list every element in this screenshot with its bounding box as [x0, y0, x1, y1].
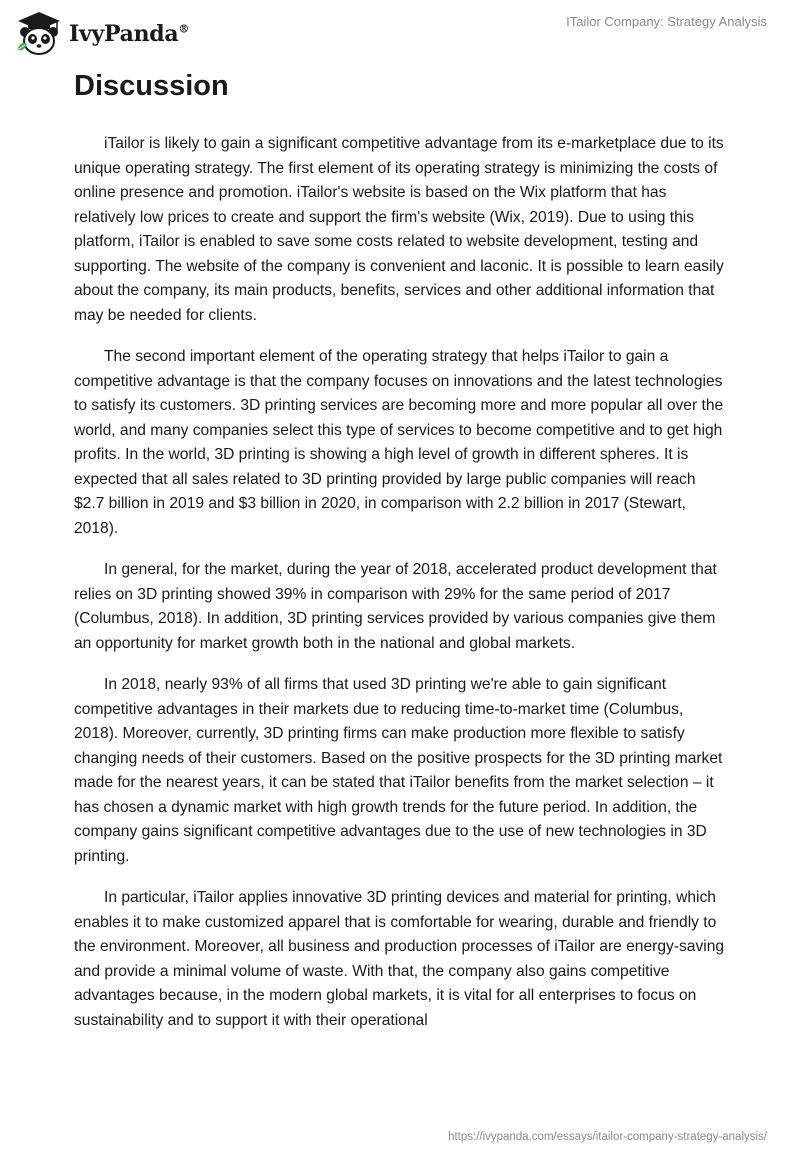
section-heading: Discussion: [74, 70, 229, 102]
brand-name: IvyPanda®: [69, 21, 190, 47]
source-url[interactable]: https://ivypanda.com/essays/itailor-company-strategy-analysis/: [448, 1131, 767, 1143]
paragraph: The second important element of the operating strategy that helps iTailor to gain a competitive advantage is that the company focuses on innovations and the latest technologies to satisfy its customers. 3D printing services are becoming more and more popular all over the world, and many companies select this type of services to become competitive and to get high profits. In the world, 3D printing is showing a high level of growth in different spheres. It is expected that all sales related to 3D printing provided by large public companies will reach $2.7 billion in 2019 and $3 billion in 2020, in comparison with 2.2 billion in 2017 (Stewart, 2018).: [74, 348, 724, 537]
paragraph: In 2018, nearly 93% of all firms that used 3D printing we're able to gain significant competitive advantages in their markets due to reducing time-to-market time (Columbus, 2018). Moreover, currently, 3D printing firms can make production more flexible to satisfy changing needs of their customers. Based on the positive prospects for the 3D printing market made for the nearest years, it can be stated that iTailor benefits from the market selection – it has chosen a dynamic market with high growth trends for the future period. In addition, the company gains significant competitive advantages due to the use of new technologies in 3D printing.: [74, 676, 723, 865]
page-header: [0, 0, 800, 70]
paragraph: In general, for the market, during the year of 2018, accelerated product development that relies on 3D printing showed 39% in comparison with 29% for the same period of 2017 (Columbus, 2018). In addition, 3D printing services provided by various companies give them an opportunity for market growth both in the national and global markets.: [74, 561, 717, 652]
document-title: ITailor Company: Strategy Analysis: [566, 14, 767, 29]
article-body: [74, 132, 726, 1050]
panda-mascot-icon: [15, 10, 63, 58]
paragraph: iTailor is likely to gain a significant competitive advantage from its e-marketplace due to its unique operating strategy. The first element of its operating strategy is minimizing the costs of online presence and promotion. iTailor's website is based on the Wix platform that has relatively low prices to create and support the firm's website (Wix, 2019). Due to using this platform, iTailor is enabled to save some costs related to website development, testing and supporting. The website of the company is convenient and laconic. It is possible to learn easily about the company, its main products, benefits, services and other additional information that may be needed for clients.: [74, 135, 724, 324]
ivypanda-logo[interactable]: [15, 10, 189, 58]
paragraph: In particular, iTailor applies innovative 3D printing devices and material for printing, which enables it to make customized apparel that is comfortable for wearing, durable and friendly to the environment. Moreover, all business and production processes of iTailor are energy-saving and provide a minimal volume of waste. With that, the company also gains competitive advantages because, in the modern global markets, it is vital for all enterprises to focus on sustainability and to support it with their operational: [74, 889, 725, 1029]
